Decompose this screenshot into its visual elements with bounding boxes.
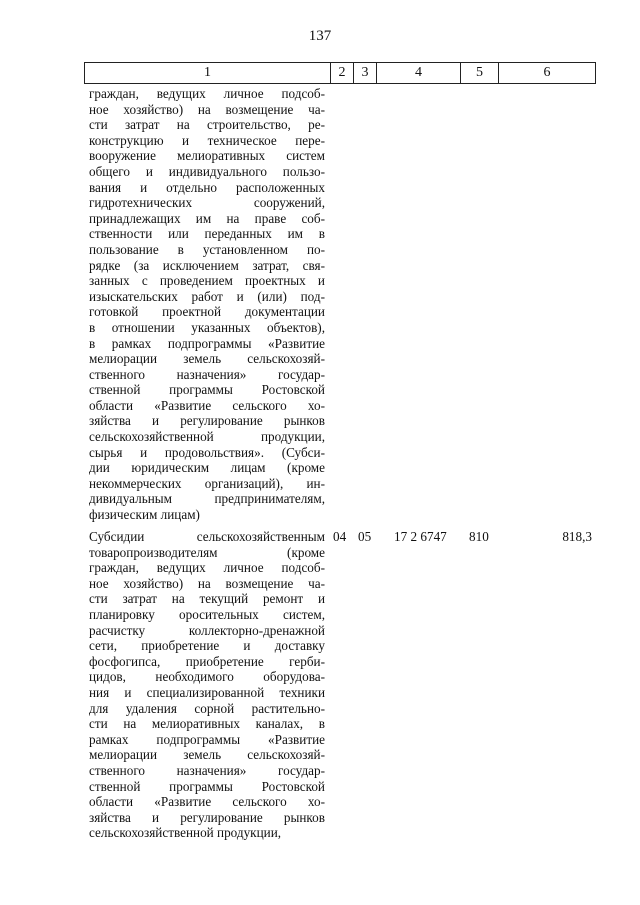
header-col-3: 3 — [354, 63, 377, 83]
description-line: принадлежащих им на праве соб- — [89, 210, 325, 226]
description-line: зяйства и регулирование рынков — [89, 809, 325, 825]
description-line: сети, приобретение и доставку — [89, 638, 325, 654]
row-2-subsection: 05 — [358, 529, 372, 544]
description-line: ния и специализированной техники — [89, 684, 325, 700]
description-line: планировку оросительных систем, — [89, 606, 325, 622]
description-line: цидов, необходимого оборудова- — [89, 669, 325, 685]
description-line: сельскохозяйственной продукции, — [89, 429, 325, 445]
header-col-1: 1 — [85, 63, 331, 83]
description-line: сти на мелиоративных каналах, в — [89, 716, 325, 732]
description-line: физическим лицам) — [89, 507, 200, 523]
header-col-2: 2 — [331, 63, 354, 83]
description-line: ное хозяйство) на возмещение ча- — [89, 575, 325, 591]
description-line: области «Развитие сельского хо- — [89, 397, 325, 413]
description-line: гидротехнических сооружений, — [89, 195, 325, 211]
description-line: готовкой проектной документации — [89, 304, 325, 320]
description-line: общего и индивидуального пользо- — [89, 163, 325, 179]
description-line: сельскохозяйственной продукции, — [89, 825, 282, 841]
description-line: сти затрат на текущий ремонт и — [89, 591, 325, 607]
description-line: области «Развитие сельского хо- — [89, 794, 325, 810]
description-line: конструкцию и техническое пере- — [89, 132, 325, 148]
header-col-4: 4 — [377, 63, 461, 83]
description-line: рядке (за исключением затрат, свя- — [89, 257, 325, 273]
description-line: ственного назначения» государ- — [89, 366, 325, 382]
header-col-5: 5 — [461, 63, 499, 83]
description-line: Субсидии сельскохозяйственным — [89, 529, 325, 544]
description-line: мелиорации земель сельскохозяй- — [89, 747, 325, 763]
description-line: вания и отдельно расположенных — [89, 179, 325, 195]
description-line: граждан, ведущих личное подсоб- — [89, 560, 325, 576]
description-line: товаропроизводителям (кроме — [89, 544, 325, 560]
description-line: сти затрат на строительство, ре- — [89, 117, 325, 133]
description-line: ственности или переданных им в — [89, 226, 325, 242]
description-line: рамках подпрограммы «Развитие — [89, 731, 325, 747]
description-line: граждан, ведущих личное подсоб- — [89, 86, 325, 101]
description-line: некоммерческих организаций), ин- — [89, 475, 325, 491]
description-line: фосфогипса, приобретение герби- — [89, 653, 325, 669]
row-2-target-article: 17 2 6747 — [394, 529, 447, 544]
description-line: зяйства и регулирование рынков — [89, 413, 325, 429]
row-2-description — [89, 529, 325, 841]
description-line: в рамках подпрограммы «Развитие — [89, 335, 325, 351]
description-line: пользование в установленном по- — [89, 241, 325, 257]
description-line: для удаления сорной растительно- — [89, 700, 325, 716]
description-line: дивидуальным предпринимателям, — [89, 491, 325, 507]
table-header — [84, 62, 596, 84]
description-line: сырья и продовольствия». (Субси- — [89, 444, 325, 460]
row-2-expense-type: 810 — [469, 529, 489, 544]
description-line: ственного назначения» государ- — [89, 762, 325, 778]
description-line: занных с проведением проектных и — [89, 273, 325, 289]
row-2-section: 04 — [333, 529, 347, 544]
description-line: расчистку коллекторно-дренажной — [89, 622, 325, 638]
page-number: 137 — [308, 28, 332, 44]
row-2-amount: 818,3 — [562, 529, 592, 544]
description-line: ственной программы Ростовской — [89, 382, 325, 398]
description-line: дии юридическим лицам (кроме — [89, 460, 325, 476]
description-line: вооружение мелиоративных систем — [89, 148, 325, 164]
row-1-description — [89, 86, 325, 523]
description-line: ное хозяйство) на возмещение ча- — [89, 101, 325, 117]
description-line: изыскательских работ и (или) под- — [89, 288, 325, 304]
header-col-6: 6 — [543, 65, 551, 80]
description-line: в отношении указанных объектов), — [89, 319, 325, 335]
description-line: ственной программы Ростовской — [89, 778, 325, 794]
description-line: мелиорации земель сельскохозяй- — [89, 351, 325, 367]
